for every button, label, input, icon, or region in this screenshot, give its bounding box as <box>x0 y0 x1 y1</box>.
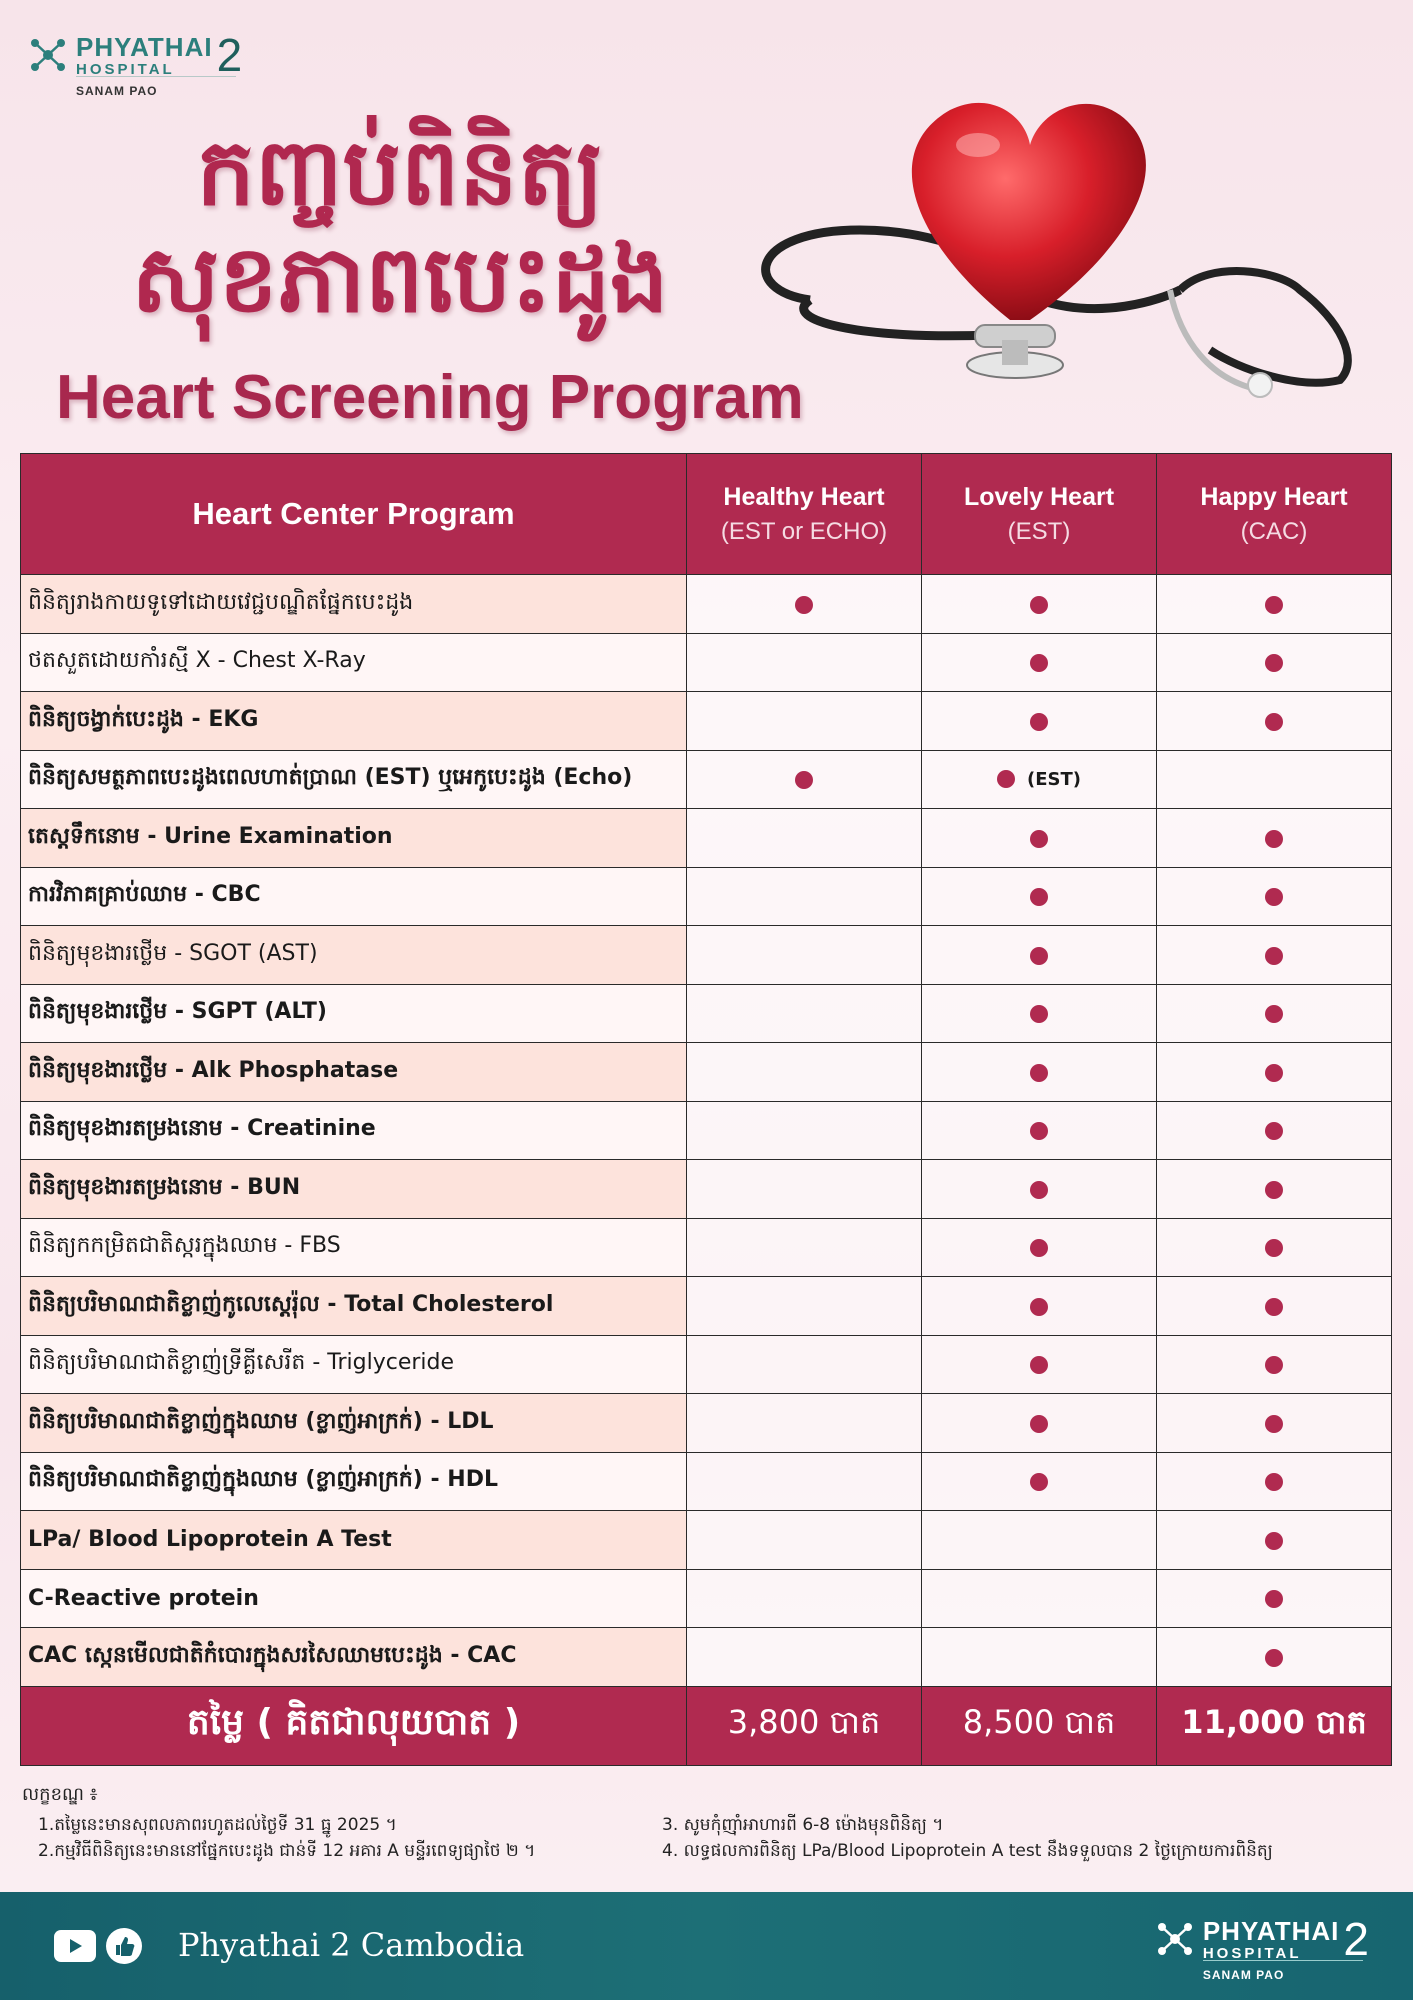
price-row <box>21 1686 1392 1765</box>
brand-subname: HOSPITAL <box>76 60 175 78</box>
notes-left <box>38 1812 535 1864</box>
test-item-label: ពិនិត្យមុខងារតម្រងនោម - Creatinine <box>21 1101 687 1160</box>
inclusion-cell <box>687 1511 922 1570</box>
inclusion-cell <box>1157 1043 1392 1102</box>
column-name: Healthy Heart <box>723 482 885 511</box>
test-item-label: C-Reactive protein <box>21 1569 687 1628</box>
included-dot-icon <box>1030 1122 1048 1140</box>
included-dot-icon <box>795 771 813 789</box>
test-item-label: ពិនិត្យបរិមាណជាតិខ្លាញ់កូលេស្តេរ៉ុល - Total Cholesterol <box>21 1277 687 1336</box>
inclusion-cell <box>922 1160 1157 1219</box>
inclusion-cell <box>922 984 1157 1043</box>
included-dot-icon <box>1030 888 1048 906</box>
inclusion-cell <box>1157 1569 1392 1628</box>
table-row <box>21 867 1392 926</box>
included-dot-icon <box>1265 1181 1283 1199</box>
notes-heading: លក្ខខណ្ឌ ៖ <box>22 1784 98 1805</box>
inclusion-cell <box>922 750 1157 809</box>
molecule-logo-icon <box>28 35 68 75</box>
inclusion-cell <box>1157 1160 1392 1219</box>
table-row <box>21 575 1392 634</box>
inclusion-cell <box>687 633 922 692</box>
column-header-happy-heart <box>1157 454 1392 575</box>
inclusion-cell <box>687 1335 922 1394</box>
notes-right <box>662 1812 1273 1864</box>
included-dot-icon <box>1030 1181 1048 1199</box>
table-row <box>21 1335 1392 1394</box>
test-item-label: ពិនិត្យបរិមាណជាតិខ្លាញ់ទ្រីគ្លីសេរីត - Triglyceride <box>21 1335 687 1394</box>
inclusion-cell <box>922 1218 1157 1277</box>
included-dot-icon <box>1265 1298 1283 1316</box>
price-happy-heart: 11,000 បាត <box>1157 1686 1392 1765</box>
youtube-icon[interactable] <box>54 1930 96 1962</box>
inclusion-cell <box>922 867 1157 926</box>
inclusion-cell <box>922 1277 1157 1336</box>
inclusion-cell <box>1157 926 1392 985</box>
test-item-label: ពិនិត្យចង្វាក់បេះដូង - EKG <box>21 692 687 751</box>
inclusion-cell <box>1157 1452 1392 1511</box>
inclusion-cell <box>1157 1218 1392 1277</box>
test-item-label: ពិនិត្យមុខងារថ្លើម - Alk Phosphatase <box>21 1043 687 1102</box>
included-dot-icon <box>1265 1356 1283 1374</box>
test-item-label: ថតសួតដោយកាំរស្មី X - Chest X-Ray <box>21 633 687 692</box>
price-lovely-heart: 8,500 បាត <box>922 1686 1157 1765</box>
brand-subname: HOSPITAL <box>1202 1944 1302 1962</box>
inclusion-cell <box>687 926 922 985</box>
included-dot-icon <box>1030 596 1048 614</box>
included-dot-icon <box>1265 830 1283 848</box>
included-dot-icon <box>997 770 1015 788</box>
inclusion-cell <box>922 1335 1157 1394</box>
brand-branch: SANAM PAO <box>76 84 158 98</box>
included-dot-icon <box>1265 1649 1283 1667</box>
included-dot-icon <box>1265 596 1283 614</box>
table-row <box>21 633 1392 692</box>
table-row <box>21 1452 1392 1511</box>
brand-number: 2 <box>1343 1913 1369 1965</box>
price-label: តម្លៃ ( គិតជាលុយបាត ) <box>21 1686 687 1765</box>
inclusion-cell <box>687 575 922 634</box>
inclusion-cell <box>1157 1335 1392 1394</box>
inclusion-cell <box>1157 1628 1392 1687</box>
inclusion-cell <box>922 1628 1157 1687</box>
conditions-notes <box>22 1782 1392 1861</box>
inclusion-cell <box>922 1569 1157 1628</box>
inclusion-cell <box>687 692 922 751</box>
inclusion-cell <box>1157 984 1392 1043</box>
table-row <box>21 1394 1392 1453</box>
included-dot-icon <box>1030 1064 1048 1082</box>
inclusion-cell <box>922 1394 1157 1453</box>
molecule-logo-icon <box>1155 1919 1195 1959</box>
inclusion-cell <box>1157 750 1392 809</box>
included-dot-icon <box>1030 947 1048 965</box>
column-header-lovely-heart <box>922 454 1157 575</box>
inclusion-cell <box>1157 809 1392 868</box>
table-row <box>21 1218 1392 1277</box>
inclusion-cell <box>687 1628 922 1687</box>
hospital-logo <box>28 28 243 98</box>
inclusion-cell <box>922 633 1157 692</box>
logo-divider <box>1203 1960 1363 1961</box>
inclusion-cell <box>1157 633 1392 692</box>
test-item-label: ការវិភាគគ្រាប់ឈាម - CBC <box>21 867 687 926</box>
test-item-label: CAC ស្កេនមើលជាតិកំបោរក្នុងសរសៃឈាមបេះដូង - CAC <box>21 1628 687 1687</box>
inclusion-cell <box>922 1101 1157 1160</box>
table-row <box>21 809 1392 868</box>
inclusion-cell <box>687 1043 922 1102</box>
included-dot-icon <box>1030 654 1048 672</box>
included-dot-icon <box>1265 1064 1283 1082</box>
included-dot-icon <box>1265 1122 1283 1140</box>
cell-note: (EST) <box>1027 768 1081 790</box>
included-dot-icon <box>1030 1298 1048 1316</box>
test-item-label: ពិនិត្យកកម្រិតជាតិស្ករក្នុងឈាម - FBS <box>21 1218 687 1277</box>
included-dot-icon <box>1030 1415 1048 1433</box>
column-name: Lovely Heart <box>963 482 1115 511</box>
table-row <box>21 1628 1392 1687</box>
column-subtitle: (EST or ECHO) <box>720 517 888 545</box>
inclusion-cell <box>922 575 1157 634</box>
included-dot-icon <box>1265 947 1283 965</box>
test-item-label: ពិនិត្យសមត្ថភាពបេះដូងពេលហាត់ប្រាណ (EST) ឬអេកូបេះដូង (Echo) <box>21 750 687 809</box>
inclusion-cell <box>687 1569 922 1628</box>
brand-name: PHYATHAI <box>76 31 213 62</box>
program-column-header: Heart Center Program <box>21 454 687 575</box>
included-dot-icon <box>1030 713 1048 731</box>
included-dot-icon <box>1030 1356 1048 1374</box>
note-item: 4. លទ្ធផលការពិនិត្យ LPa/Blood Lipoprotein A test នឹងទទួលបាន 2 ថ្ងៃក្រោយការពិនិត្យ <box>662 1841 1273 1861</box>
included-dot-icon <box>795 596 813 614</box>
table-row <box>21 984 1392 1043</box>
brand-branch: SANAM PAO <box>1202 1968 1285 1982</box>
inclusion-cell <box>1157 575 1392 634</box>
inclusion-cell <box>687 809 922 868</box>
inclusion-cell <box>922 1511 1157 1570</box>
program-table <box>20 453 1392 1766</box>
inclusion-cell <box>1157 1394 1392 1453</box>
test-item-label: ពិនិត្យបរិមាណជាតិខ្លាញ់ក្នុងឈាម (ខ្លាញ់អាក្រក់) - HDL <box>21 1452 687 1511</box>
table-row <box>21 1160 1392 1219</box>
inclusion-cell <box>1157 867 1392 926</box>
included-dot-icon <box>1265 1590 1283 1608</box>
price-healthy-heart: 3,800 បាត <box>687 1686 922 1765</box>
brand-name: PHYATHAI <box>1202 1915 1340 1946</box>
included-dot-icon <box>1265 1239 1283 1257</box>
inclusion-cell <box>687 867 922 926</box>
included-dot-icon <box>1030 1239 1048 1257</box>
included-dot-icon <box>1030 830 1048 848</box>
included-dot-icon <box>1265 888 1283 906</box>
inclusion-cell <box>922 926 1157 985</box>
included-dot-icon <box>1030 1005 1048 1023</box>
inclusion-cell <box>1157 1277 1392 1336</box>
note-item: 3. សូមកុំញ៉ាំអាហារពី 6-8 ម៉ោងមុនពិនិត្យ ។ <box>662 1815 944 1835</box>
table-row <box>21 750 1392 809</box>
included-dot-icon <box>1265 1532 1283 1550</box>
column-subtitle: (EST) <box>1007 517 1071 545</box>
title-khmer-line1: កញ្ចប់ពិនិត្យ <box>196 119 604 226</box>
inclusion-cell <box>687 1218 922 1277</box>
inclusion-cell <box>922 1043 1157 1102</box>
facebook-like-icon[interactable] <box>106 1928 142 1964</box>
table-row <box>21 692 1392 751</box>
test-item-label: តេស្តទឹកនោម - Urine Examination <box>21 809 687 868</box>
included-dot-icon <box>1265 1415 1283 1433</box>
inclusion-cell <box>922 1452 1157 1511</box>
column-name: Happy Heart <box>1200 482 1348 511</box>
table-row <box>21 926 1392 985</box>
inclusion-cell <box>922 809 1157 868</box>
note-item: 2.កម្មវិធីពិនិត្យនេះមាននៅផ្នែកបេះដូង ជាន់ទី 12 អគារ A មន្ទីរពេទ្យផ្យាថៃ ២ ។ <box>38 1841 536 1861</box>
logo-divider <box>76 76 236 77</box>
inclusion-cell <box>1157 1101 1392 1160</box>
test-item-label: ពិនិត្យមុខងារថ្លើម - SGPT (ALT) <box>21 984 687 1043</box>
social-page-name: Phyathai 2 Cambodia <box>178 1926 525 1964</box>
table-row <box>21 1277 1392 1336</box>
included-dot-icon <box>1030 1473 1048 1491</box>
included-dot-icon <box>1265 654 1283 672</box>
column-header-healthy-heart <box>687 454 922 575</box>
inclusion-cell <box>687 1160 922 1219</box>
test-item-label: LPa/ Blood Lipoprotein A Test <box>21 1511 687 1570</box>
included-dot-icon <box>1265 1005 1283 1023</box>
test-item-label: ពិនិត្យមុខងារតម្រងនោម - BUN <box>21 1160 687 1219</box>
title-khmer-line2: សុខភាពបេះដូង <box>131 226 669 333</box>
inclusion-cell <box>922 692 1157 751</box>
included-dot-icon <box>1265 1473 1283 1491</box>
test-item-label: ពិនិត្យបរិមាណជាតិខ្លាញ់ក្នុងឈាម (ខ្លាញ់អាក្រក់) - LDL <box>21 1394 687 1453</box>
test-item-label: ពិនិត្យមុខងារថ្លើម - SGOT (AST) <box>21 926 687 985</box>
table-row <box>21 1569 1392 1628</box>
brand-number: 2 <box>216 29 243 81</box>
footer-hospital-logo <box>1155 1912 1369 1982</box>
column-subtitle: (CAC) <box>1240 517 1308 545</box>
inclusion-cell <box>687 1394 922 1453</box>
inclusion-cell <box>687 1277 922 1336</box>
heart-stethoscope-image <box>740 90 1380 420</box>
inclusion-cell <box>687 750 922 809</box>
inclusion-cell <box>1157 1511 1392 1570</box>
test-item-label: ពិនិត្យរាងកាយទូទៅដោយវេជ្ជបណ្ឌិតផ្នែកបេះដូង <box>21 575 687 634</box>
table-row <box>21 1043 1392 1102</box>
table-header-row <box>21 454 1392 575</box>
table-row <box>21 1101 1392 1160</box>
table-row <box>21 1511 1392 1570</box>
note-item: 1.តម្លៃនេះមានសុពលភាពរហូតដល់ថ្ងៃទី 31 ធ្នូ 2025 ។ <box>38 1815 397 1835</box>
inclusion-cell <box>687 1101 922 1160</box>
page-title: Heart Screening Program <box>56 363 804 432</box>
inclusion-cell <box>687 984 922 1043</box>
inclusion-cell <box>687 1452 922 1511</box>
included-dot-icon <box>1265 713 1283 731</box>
inclusion-cell <box>1157 692 1392 751</box>
